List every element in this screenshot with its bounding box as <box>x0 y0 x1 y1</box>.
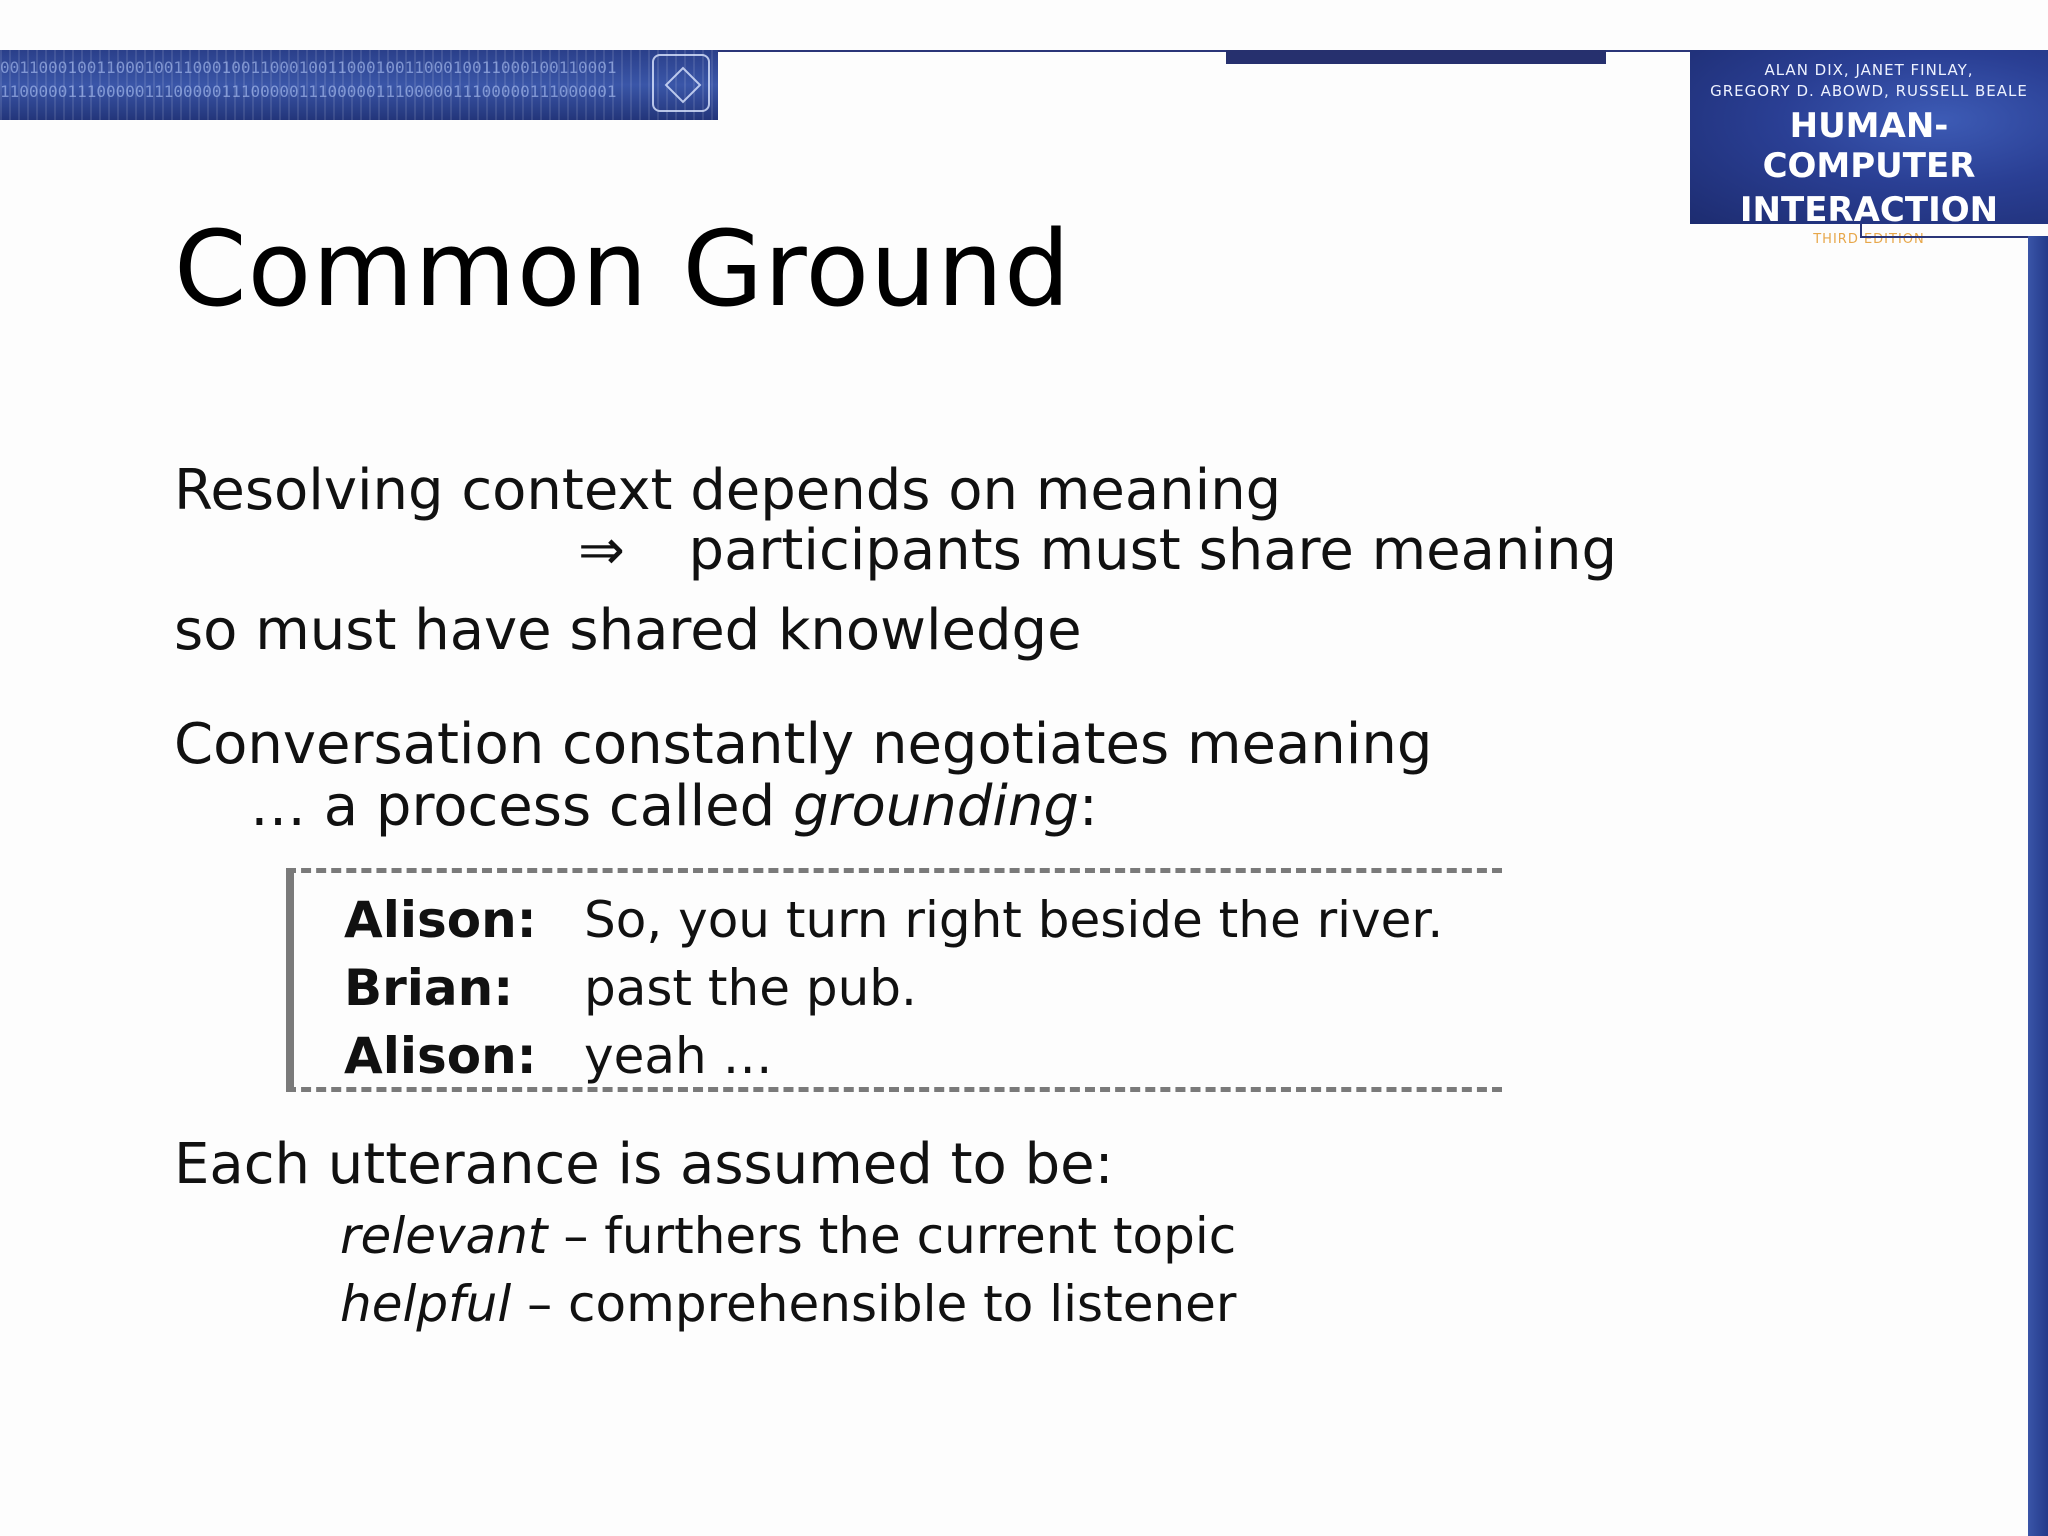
dialogue-utterance: past the pub. <box>584 959 917 1017</box>
book-cover-logo <box>1690 50 2048 247</box>
book-edition: THIRD EDITION <box>1813 232 1925 247</box>
grounding-term: grounding <box>792 774 1079 839</box>
header-accent-bar <box>1226 50 1606 64</box>
dialogue-row <box>344 1026 773 1086</box>
implies-arrow-icon: ⇒ <box>578 518 625 583</box>
dialogue-speaker: Brian: <box>344 959 514 1017</box>
banner-binary-pattern: 0011000100110001001100010011000100110001001100010011000100110001 1100000111000001110000011100000111000001110000011100000111000001 <box>0 58 617 101</box>
dialogue-speaker: Alison: <box>344 1027 537 1085</box>
para3-item <box>340 1274 1236 1334</box>
para3-item-term: helpful <box>340 1275 512 1333</box>
para2-line2-suffix: : <box>1078 774 1098 839</box>
header-banner <box>0 50 718 120</box>
book-title-line2: INTERACTION <box>1739 190 1999 230</box>
para3-line1: Each utterance is assumed to be: <box>174 1132 1114 1197</box>
book-cover-ledge <box>1860 224 2048 238</box>
dialogue-row <box>344 958 917 1018</box>
book-title-line1: HUMAN-COMPUTER <box>1762 106 1976 186</box>
para1-line2-text: participants must share meaning <box>688 518 1618 583</box>
dialogue-box <box>286 868 1502 1092</box>
para1-line1: Resolving context depends on meaning <box>174 458 1282 523</box>
para3-item-desc: – furthers the current topic <box>547 1207 1237 1265</box>
slide-title: Common Ground <box>174 208 1071 330</box>
book-authors-line2: GREGORY D. ABOWD, RUSSELL BEALE <box>1710 82 2028 100</box>
para3-item-desc: – comprehensible to listener <box>511 1275 1237 1333</box>
para2-line1: Conversation constantly negotiates meaning <box>174 712 1433 777</box>
para3-item <box>340 1206 1236 1266</box>
right-edge-strip <box>2028 236 2048 1536</box>
dialogue-utterance: So, you turn right beside the river. <box>584 891 1444 949</box>
book-authors-line1: ALAN DIX, JANET FINLAY, <box>1764 61 1974 79</box>
para1-line3: so must have shared knowledge <box>174 598 1082 663</box>
para3-item-term: relevant <box>340 1207 548 1265</box>
para2-line2-prefix: … a process called <box>250 774 793 839</box>
para2-line2 <box>250 774 1098 840</box>
dialogue-row <box>344 890 1443 950</box>
para1-line2 <box>578 518 1617 584</box>
dialogue-speaker: Alison: <box>344 891 537 949</box>
chip-icon <box>652 54 710 112</box>
dialogue-utterance: yeah … <box>584 1027 773 1085</box>
